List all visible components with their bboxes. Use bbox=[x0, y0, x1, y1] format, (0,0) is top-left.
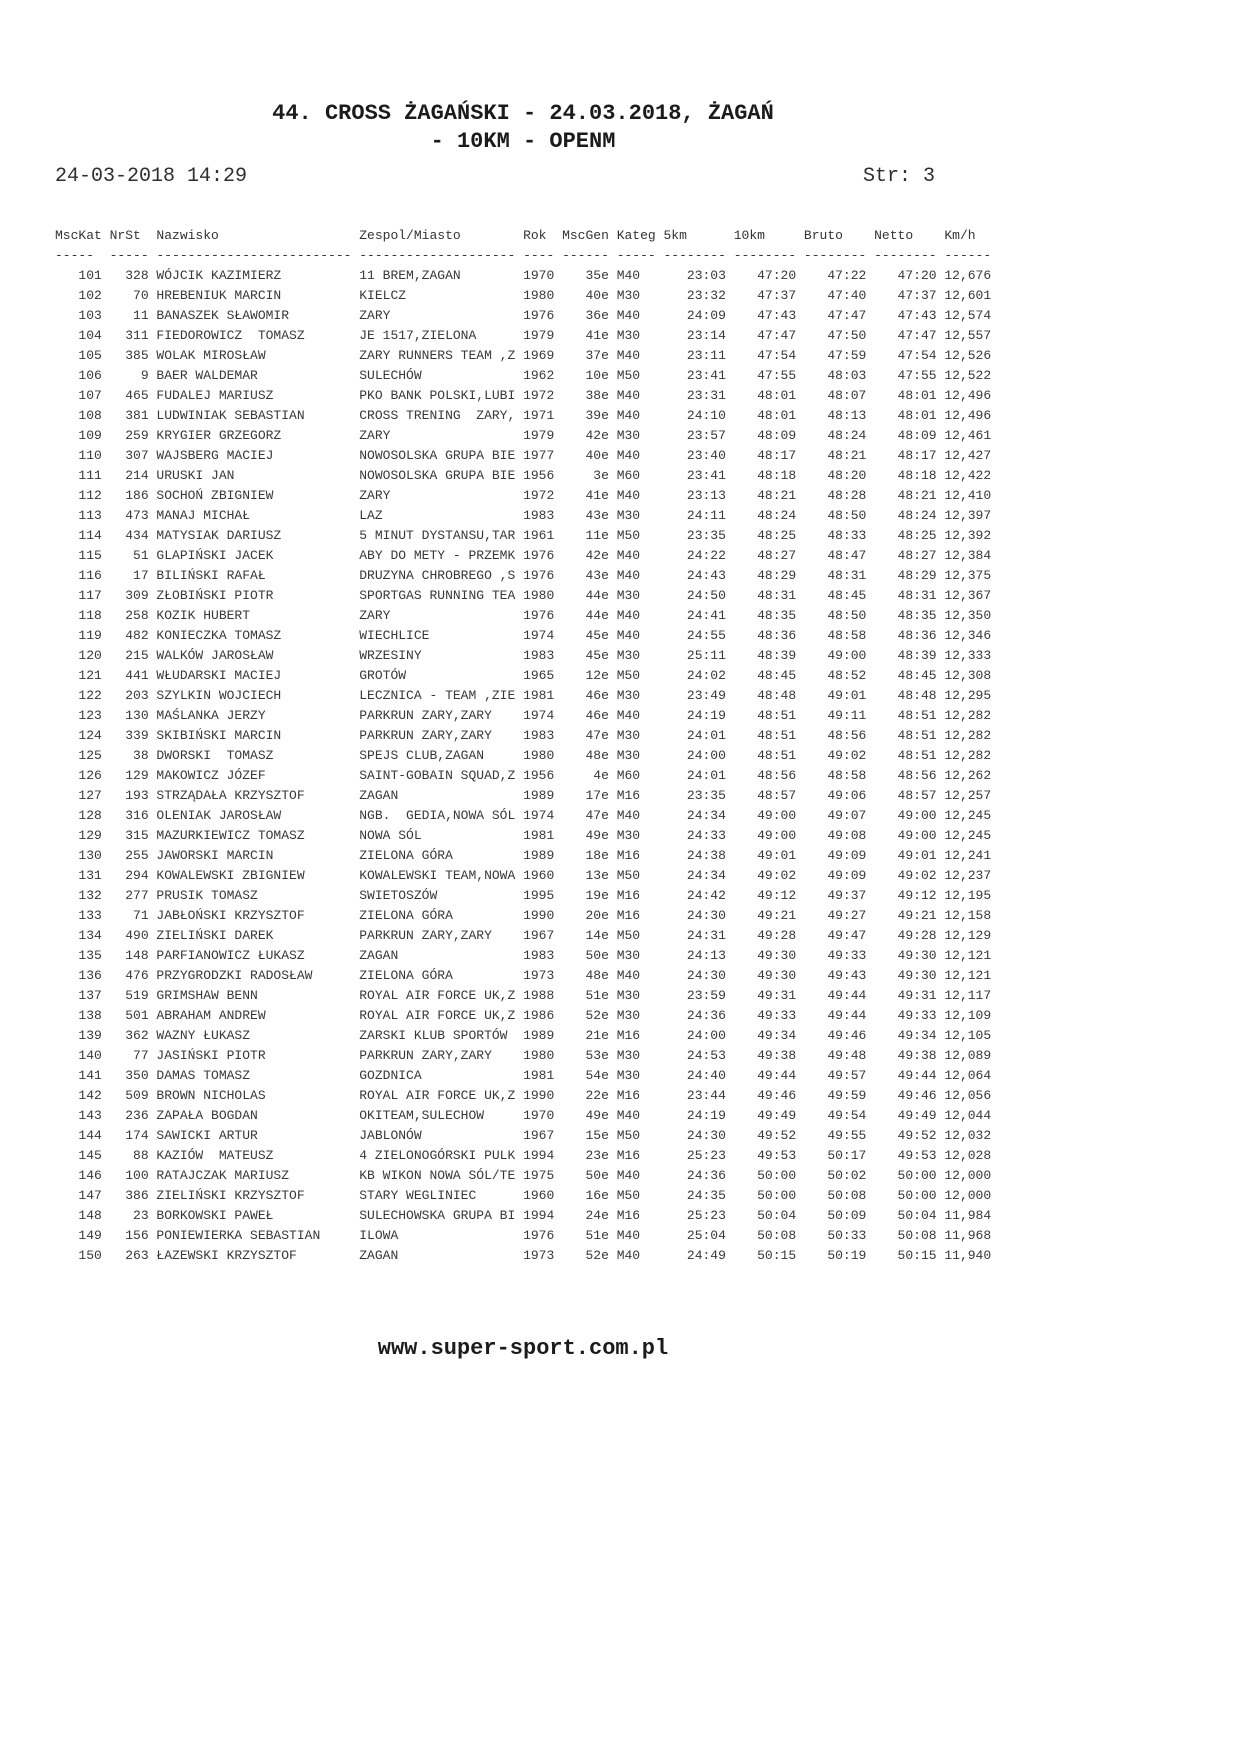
table-row: 132 277 PRUSIK TOMASZ SWIETOSZÓW 1995 19e M16 24:42 49:12 49:37 49:12 12,195 bbox=[55, 888, 992, 903]
table-row: 127 193 STRZĄDAŁA KRZYSZTOF ZAGAN 1989 17e M16 23:35 48:57 49:06 48:57 12,257 bbox=[55, 788, 992, 803]
table-row: 145 88 KAZIÓW MATEUSZ 4 ZIELONOGÓRSKI PULK 1994 23e M16 25:23 49:53 50:17 49:53 12,028 bbox=[55, 1148, 992, 1163]
table-row: 146 100 RATAJCZAK MARIUSZ KB WIKON NOWA SÓL/TE 1975 50e M40 24:36 50:00 50:02 50:00 12,000 bbox=[55, 1168, 992, 1183]
table-row: 106 9 BAER WALDEMAR SULECHÓW 1962 10e M50 23:41 47:55 48:03 47:55 12,522 bbox=[55, 368, 992, 383]
table-row: 105 385 WOLAK MIROSŁAW ZARY RUNNERS TEAM ,Z 1969 37e M40 23:11 47:54 47:59 47:54 12,526 bbox=[55, 348, 992, 363]
table-row: 110 307 WAJSBERG MACIEJ NOWOSOLSKA GRUPA BIE 1977 40e M40 23:40 48:17 48:21 48:17 12,427 bbox=[55, 448, 992, 463]
page-number: Str: 3 bbox=[862, 165, 935, 188]
table-row: 133 71 JABŁOŃSKI KRZYSZTOF ZIELONA GÓRA 1990 20e M16 24:30 49:21 49:27 49:21 12,158 bbox=[55, 908, 992, 923]
table-row: 101 328 WÓJCIK KAZIMIERZ 11 BREM,ZAGAN 1970 35e M40 23:03 47:20 47:22 47:20 12,676 bbox=[55, 268, 992, 283]
table-row: 144 174 SAWICKI ARTUR JABLONÓW 1967 15e M50 24:30 49:52 49:55 49:52 12,032 bbox=[55, 1128, 992, 1143]
meta-row bbox=[55, 165, 935, 188]
table-row: 123 130 MAŚLANKA JERZY PARKRUN ZARY,ZARY 1974 46e M40 24:19 48:51 49:11 48:51 12,282 bbox=[55, 708, 992, 723]
table-row: 124 339 SKIBIŃSKI MARCIN PARKRUN ZARY,ZARY 1983 47e M30 24:01 48:51 48:56 48:51 12,282 bbox=[55, 728, 992, 743]
table-row: 150 263 ŁAZEWSKI KRZYSZTOF ZAGAN 1973 52e M40 24:49 50:15 50:19 50:15 11,940 bbox=[55, 1248, 992, 1263]
page-header bbox=[55, 100, 991, 156]
table-row: 130 255 JAWORSKI MARCIN ZIELONA GÓRA 1989 18e M16 24:38 49:01 49:09 49:01 12,241 bbox=[55, 848, 992, 863]
table-row: 136 476 PRZYGRODZKI RADOSŁAW ZIELONA GÓRA 1973 48e M40 24:30 49:30 49:43 49:30 12,121 bbox=[55, 968, 992, 983]
table-header-row: MscKat NrSt Nazwisko Zespol/Miasto Rok MscGen Kateg 5km 10km Bruto Netto Km/h bbox=[55, 228, 976, 243]
table-row: 148 23 BORKOWSKI PAWEŁ SULECHOWSKA GRUPA BI 1994 24e M16 25:23 50:04 50:09 50:04 11,984 bbox=[55, 1208, 992, 1223]
table-divider-row: ----- ----- ------------------------- -------------------- ---- ------ ----- -------- -------- -------- -------- ------ bbox=[55, 248, 992, 263]
table-row: 128 316 OLENIAK JAROSŁAW NGB. GEDIA,NOWA SÓL 1974 47e M40 24:34 49:00 49:07 49:00 12,245 bbox=[55, 808, 992, 823]
table-row: 120 215 WALKÓW JAROSŁAW WRZESINY 1983 45e M30 25:11 48:39 49:00 48:39 12,333 bbox=[55, 648, 992, 663]
results-table bbox=[55, 226, 991, 1266]
table-row: 109 259 KRYGIER GRZEGORZ ZARY 1979 42e M30 23:57 48:09 48:24 48:09 12,461 bbox=[55, 428, 992, 443]
table-row: 119 482 KONIECZKA TOMASZ WIECHLICE 1974 45e M40 24:55 48:36 48:58 48:36 12,346 bbox=[55, 628, 992, 643]
table-row: 113 473 MANAJ MICHAŁ LAZ 1983 43e M30 24:11 48:24 48:50 48:24 12,397 bbox=[55, 508, 992, 523]
table-row: 108 381 LUDWINIAK SEBASTIAN CROSS TRENING ZARY, 1971 39e M40 24:10 48:01 48:13 48:01 12,496 bbox=[55, 408, 992, 423]
table-row: 140 77 JASIŃSKI PIOTR PARKRUN ZARY,ZARY 1980 53e M30 24:53 49:38 49:48 49:38 12,089 bbox=[55, 1048, 992, 1063]
table-row: 107 465 FUDALEJ MARIUSZ PKO BANK POLSKI,LUBI 1972 38e M40 23:31 48:01 48:07 48:01 12,496 bbox=[55, 388, 992, 403]
table-row: 138 501 ABRAHAM ANDREW ROYAL AIR FORCE UK,Z 1986 52e M30 24:36 49:33 49:44 49:33 12,109 bbox=[55, 1008, 992, 1023]
table-rows bbox=[55, 266, 991, 1266]
footer-website: www.super-sport.com.pl bbox=[377, 1336, 669, 1361]
table-row: 125 38 DWORSKI TOMASZ SPEJS CLUB,ZAGAN 1980 48e M30 24:00 48:51 49:02 48:51 12,282 bbox=[55, 748, 992, 763]
table-row: 137 519 GRIMSHAW BENN ROYAL AIR FORCE UK,Z 1988 51e M30 23:59 49:31 49:44 49:31 12,117 bbox=[55, 988, 992, 1003]
table-row: 117 309 ZŁOBIŃSKI PIOTR SPORTGAS RUNNING TEA 1980 44e M30 24:50 48:31 48:45 48:31 12,367 bbox=[55, 588, 992, 603]
event-subtitle: - 10KM - OPENM bbox=[430, 129, 616, 154]
table-row: 122 203 SZYLKIN WOJCIECH LECZNICA - TEAM ,ZIE 1981 46e M30 23:49 48:48 49:01 48:48 12,295 bbox=[55, 688, 992, 703]
table-row: 129 315 MAZURKIEWICZ TOMASZ NOWA SÓL 1981 49e M30 24:33 49:00 49:08 49:00 12,245 bbox=[55, 828, 992, 843]
table-row: 111 214 URUSKI JAN NOWOSOLSKA GRUPA BIE 1956 3e M60 23:41 48:18 48:20 48:18 12,422 bbox=[55, 468, 992, 483]
table-row: 143 236 ZAPAŁA BOGDAN OKITEAM,SULECHOW 1970 49e M40 24:19 49:49 49:54 49:49 12,044 bbox=[55, 1108, 992, 1123]
table-row: 147 386 ZIELIŃSKI KRZYSZTOF STARY WEGLINIEC 1960 16e M50 24:35 50:00 50:08 50:00 12,000 bbox=[55, 1188, 992, 1203]
table-row: 131 294 KOWALEWSKI ZBIGNIEW KOWALEWSKI TEAM,NOWA 1960 13e M50 24:34 49:02 49:09 49:02 12,237 bbox=[55, 868, 992, 883]
table-row: 149 156 PONIEWIERKA SEBASTIAN ILOWA 1976 51e M40 25:04 50:08 50:33 50:08 11,968 bbox=[55, 1228, 992, 1243]
table-row: 112 186 SOCHOŃ ZBIGNIEW ZARY 1972 41e M40 23:13 48:21 48:28 48:21 12,410 bbox=[55, 488, 992, 503]
print-date: 24-03-2018 14:29 bbox=[55, 165, 248, 188]
table-row: 104 311 FIEDOROWICZ TOMASZ JE 1517,ZIELONA 1979 41e M30 23:14 47:47 47:50 47:47 12,557 bbox=[55, 328, 992, 343]
table-row: 139 362 WAZNY ŁUKASZ ZARSKI KLUB SPORTÓW 1989 21e M16 24:00 49:34 49:46 49:34 12,105 bbox=[55, 1028, 992, 1043]
table-row: 142 509 BROWN NICHOLAS ROYAL AIR FORCE UK,Z 1990 22e M16 23:44 49:46 49:59 49:46 12,056 bbox=[55, 1088, 992, 1103]
table-row: 118 258 KOZIK HUBERT ZARY 1976 44e M40 24:41 48:35 48:50 48:35 12,350 bbox=[55, 608, 992, 623]
table-row: 115 51 GLAPIŃSKI JACEK ABY DO METY - PRZEMK 1976 42e M40 24:22 48:27 48:47 48:27 12,384 bbox=[55, 548, 992, 563]
table-row: 102 70 HREBENIUK MARCIN KIELCZ 1980 40e M30 23:32 47:37 47:40 47:37 12,601 bbox=[55, 288, 992, 303]
table-row: 116 17 BILIŃSKI RAFAŁ DRUZYNA CHROBREGO ,S 1976 43e M40 24:43 48:29 48:31 48:29 12,375 bbox=[55, 568, 992, 583]
table-row: 134 490 ZIELIŃSKI DAREK PARKRUN ZARY,ZARY 1967 14e M50 24:31 49:28 49:47 49:28 12,129 bbox=[55, 928, 992, 943]
table-row: 114 434 MATYSIAK DARIUSZ 5 MINUT DYSTANSU,TAR 1961 11e M50 23:35 48:25 48:33 48:25 12,392 bbox=[55, 528, 992, 543]
table-row: 141 350 DAMAS TOMASZ GOZDNICA 1981 54e M30 24:40 49:44 49:57 49:44 12,064 bbox=[55, 1068, 992, 1083]
table-row: 135 148 PARFIANOWICZ ŁUKASZ ZAGAN 1983 50e M30 24:13 49:30 49:33 49:30 12,121 bbox=[55, 948, 992, 963]
table-row: 126 129 MAKOWICZ JÓZEF SAINT-GOBAIN SQUAD,Z 1956 4e M60 24:01 48:56 48:58 48:56 12,262 bbox=[55, 768, 992, 783]
event-title: 44. CROSS ŻAGAŃSKI - 24.03.2018, ŻAGAŃ bbox=[272, 101, 774, 126]
table-row: 103 11 BANASZEK SŁAWOMIR ZARY 1976 36e M40 24:09 47:43 47:47 47:43 12,574 bbox=[55, 308, 992, 323]
table-row: 121 441 WŁUDARSKI MACIEJ GROTÓW 1965 12e M50 24:02 48:45 48:52 48:45 12,308 bbox=[55, 668, 992, 683]
